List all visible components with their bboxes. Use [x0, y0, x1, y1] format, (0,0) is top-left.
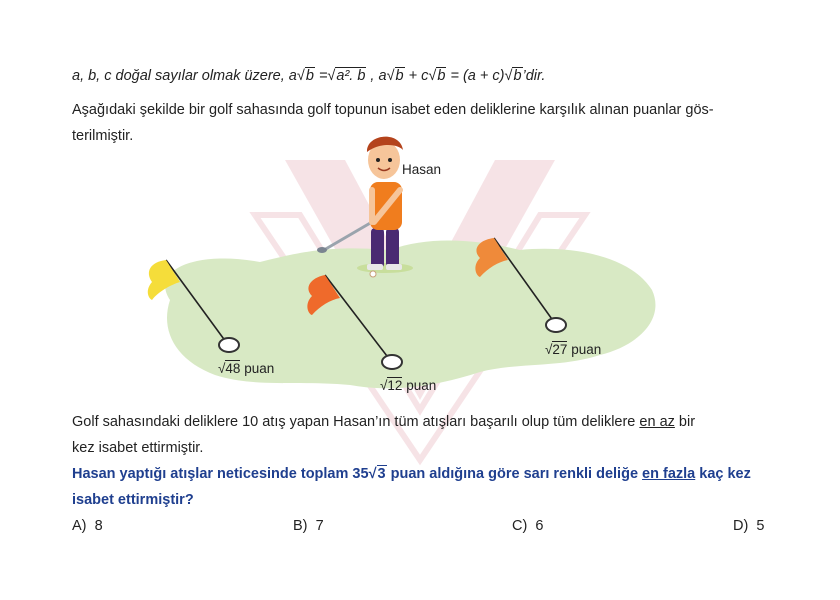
radicand-b-2: b — [395, 68, 404, 84]
question-pre: Hasan yaptığı atışlar neticesinde toplam 35 — [72, 466, 369, 482]
option-b-value: 7 — [315, 518, 324, 534]
option-c-value: 6 — [535, 518, 544, 534]
equals-2: = (a + c) — [446, 68, 505, 84]
question-post: kaç kez — [695, 466, 751, 482]
hole-1-radicand: 48 — [225, 361, 241, 376]
hole-2-unit: puan — [406, 378, 437, 393]
hole-1-label: √48 puan — [218, 361, 275, 376]
body-line-1-pre: Golf sahasındaki deliklere 10 atış yapan Hasan’ın tüm atışları başarılı olup tüm deliklere — [72, 414, 640, 430]
radicand-b-4: b — [513, 68, 522, 84]
question-underline-en-fazla: en fazla — [642, 466, 696, 482]
radical-a2b: √a². b — [327, 68, 366, 84]
question-radicand: 3 — [377, 466, 386, 482]
plus-c: + c — [404, 68, 429, 84]
question-radical: √3 — [368, 466, 386, 482]
intro-line-1: Aşağıdaki şekilde bir golf sahasında golf topunun isabet eden deliklerine karşılık alınan puanlar gös- — [72, 102, 714, 118]
question-mid: puan aldığına göre sarı renkli deliğe — [386, 466, 643, 482]
option-c[interactable] — [512, 518, 543, 534]
option-d-value: 5 — [756, 518, 765, 534]
body-line-1 — [72, 414, 695, 430]
definition-suffix: ’dir. — [522, 68, 546, 84]
body-underline-en-az: en az — [639, 414, 675, 430]
body-line-1-post: bir — [674, 414, 696, 430]
radical-b-3: √b — [428, 68, 446, 84]
radical-b-4: √b — [504, 68, 522, 84]
question-line-1 — [72, 466, 751, 482]
hole-2-label: √12 puan — [380, 378, 437, 393]
player-name-label: Hasan — [402, 162, 442, 177]
option-d[interactable] — [733, 518, 764, 534]
body-line-2: kez isabet ettirmiştir. — [72, 440, 204, 456]
option-c-letter: C) — [512, 518, 528, 534]
separator: , a — [366, 68, 387, 84]
option-a-value: 8 — [94, 518, 103, 534]
hole-3-radicand: 27 — [552, 342, 568, 357]
hole-3-unit: puan — [571, 342, 602, 357]
radicand-a2b: a². b — [336, 68, 366, 84]
option-a[interactable] — [72, 518, 103, 534]
tee-area — [357, 263, 413, 273]
definition-prefix: a, b, c doğal sayılar olmak üzere, a — [72, 68, 297, 84]
option-d-letter: D) — [733, 518, 749, 534]
option-b-letter: B) — [293, 518, 308, 534]
question-line-2: isabet ettirmiştir? — [72, 492, 194, 508]
radical-b-2: √b — [386, 68, 404, 84]
radical-b-1: √b — [296, 68, 314, 84]
radicand-b: b — [305, 68, 314, 84]
option-a-letter: A) — [72, 518, 87, 534]
intro-line-2: terilmiştir. — [72, 128, 134, 144]
option-b[interactable] — [293, 518, 324, 534]
hole-1-unit: puan — [244, 361, 275, 376]
hole-2-radicand: 12 — [387, 378, 403, 393]
hole-3-label: √27 puan — [545, 342, 602, 357]
radicand-b-3: b — [437, 68, 446, 84]
equals-1: = — [314, 68, 328, 84]
